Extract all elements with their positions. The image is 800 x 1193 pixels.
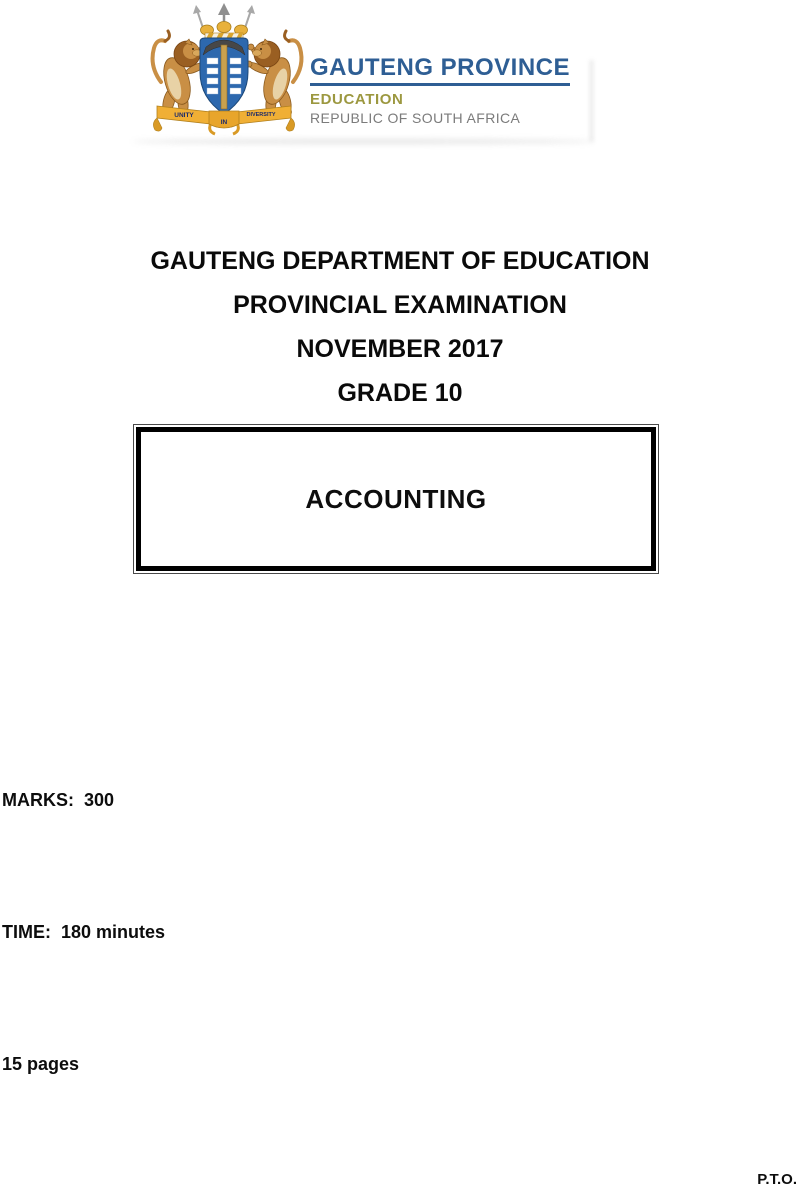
logo-text-block xyxy=(310,56,570,125)
time-line: TIME: 180 minutes xyxy=(2,922,166,942)
logo-shadow-edge xyxy=(590,60,593,142)
subject-box xyxy=(133,424,659,574)
marks-line: MARKS: 300 xyxy=(2,790,115,810)
heading-examination: PROVINCIAL EXAMINATION xyxy=(233,291,567,319)
shield-icon xyxy=(200,38,248,114)
subject-box-border xyxy=(136,427,656,571)
exam-headings xyxy=(0,239,800,415)
heading-grade: GRADE 10 xyxy=(337,379,463,407)
pages-line: 15 pages xyxy=(2,1054,80,1074)
heading-department: GAUTENG DEPARTMENT OF EDUCATION xyxy=(150,247,650,275)
exam-info xyxy=(2,690,165,1174)
motto-left-label: UNITY xyxy=(174,112,194,119)
country-name: REPUBLIC OF SOUTH AFRICA xyxy=(310,110,521,126)
coat-of-arms-icon xyxy=(147,2,312,142)
heading-date: NOVEMBER 2017 xyxy=(296,335,504,363)
lion-right-icon xyxy=(246,31,301,117)
pto-label: P.T.O. xyxy=(757,1171,797,1188)
logo-shadow xyxy=(132,139,594,144)
gauteng-education-logo xyxy=(0,0,800,150)
department-name: EDUCATION xyxy=(310,91,404,108)
motto-right-label: DIVERSITY xyxy=(246,112,276,118)
subject-title: ACCOUNTING xyxy=(305,483,487,514)
motto-center-label: IN xyxy=(220,119,228,126)
province-name: GAUTENG PROVINCE xyxy=(310,56,570,86)
